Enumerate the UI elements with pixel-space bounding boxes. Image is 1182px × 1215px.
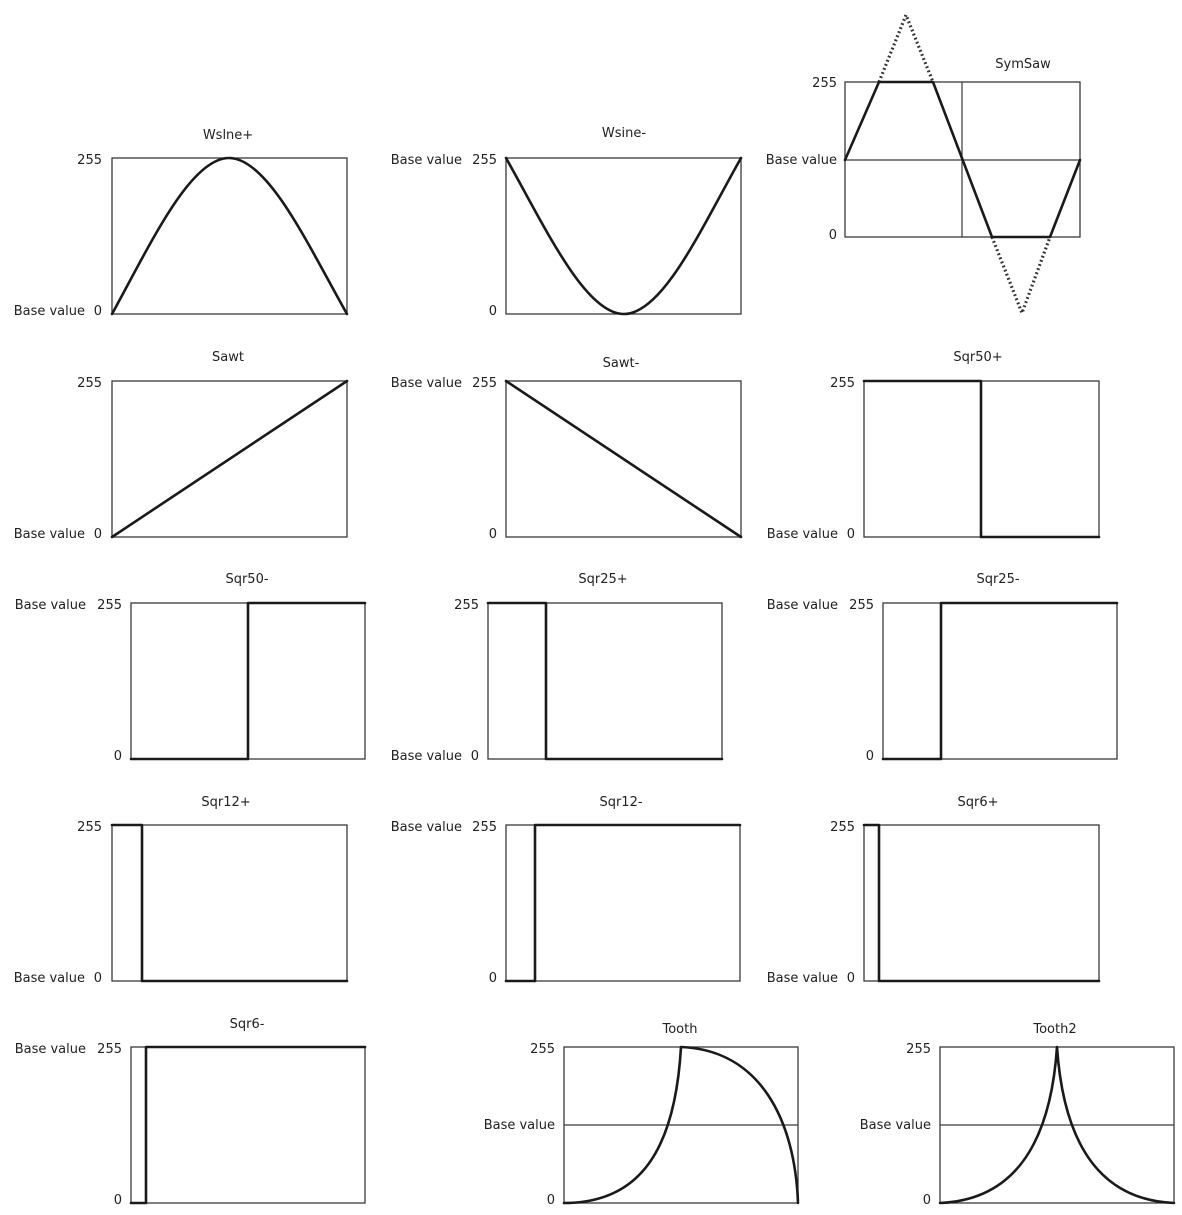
waveform-line bbox=[488, 603, 722, 759]
label-base-value: Base value bbox=[14, 598, 86, 613]
panel-symsaw bbox=[766, 15, 1080, 313]
clipped-trough-dotted bbox=[992, 237, 1050, 313]
label-base-value: Base value bbox=[483, 1118, 555, 1133]
waveform-line bbox=[112, 158, 347, 314]
panel-sqr25-plus bbox=[391, 572, 722, 764]
label-base-value: Base value bbox=[859, 1118, 931, 1133]
waveform-line bbox=[112, 825, 347, 981]
plot-frame bbox=[488, 603, 722, 759]
label-base-value: Base value bbox=[390, 820, 462, 835]
waveform-line bbox=[864, 381, 1099, 537]
label-max: 255 bbox=[472, 820, 497, 835]
panel-title: Tooth2 bbox=[1033, 1022, 1077, 1037]
waveform-line bbox=[112, 381, 347, 537]
panel-sawt-plus bbox=[14, 350, 347, 542]
label-zero: 0 bbox=[113, 1193, 122, 1208]
label-base-value: Base value bbox=[766, 971, 838, 986]
label-zero: 0 bbox=[93, 304, 102, 319]
label-max: 255 bbox=[830, 376, 855, 391]
label-zero: 0 bbox=[488, 527, 497, 542]
label-zero: 0 bbox=[488, 971, 497, 986]
panel-sqr12-minus bbox=[391, 795, 740, 986]
label-max: 255 bbox=[77, 376, 102, 391]
label-zero: 0 bbox=[922, 1193, 931, 1208]
plot-frame bbox=[112, 825, 347, 981]
label-base-value: Base value bbox=[390, 376, 462, 391]
panel-wsine-minus bbox=[391, 126, 741, 319]
panel-title: Sqr12+ bbox=[201, 795, 251, 810]
plot-frame bbox=[112, 158, 347, 314]
label-max: 255 bbox=[454, 598, 479, 613]
label-zero: 0 bbox=[113, 749, 122, 764]
label-zero: 0 bbox=[470, 749, 479, 764]
panel-title: Wsine- bbox=[601, 126, 647, 141]
panel-title: Sawt- bbox=[602, 356, 640, 371]
label-zero: 0 bbox=[828, 228, 837, 243]
waveform-line bbox=[506, 381, 741, 537]
panel-title: Sqr50+ bbox=[953, 350, 1003, 365]
label-max: 255 bbox=[830, 820, 855, 835]
waveform-line bbox=[864, 825, 1099, 981]
label-zero: 0 bbox=[546, 1193, 555, 1208]
label-base-value: Base value bbox=[766, 527, 838, 542]
waveform-line bbox=[131, 1047, 365, 1203]
label-zero: 0 bbox=[846, 527, 855, 542]
panel-title: SymSaw bbox=[995, 57, 1051, 72]
label-zero: 0 bbox=[93, 971, 102, 986]
label-max: 255 bbox=[812, 76, 837, 91]
label-max: 255 bbox=[472, 153, 497, 168]
label-max: 255 bbox=[77, 153, 102, 168]
label-max: 255 bbox=[77, 820, 102, 835]
panel-title: Sawt bbox=[212, 350, 244, 365]
label-base-value: Base value bbox=[14, 1042, 86, 1057]
panel-tooth2 bbox=[860, 1022, 1174, 1208]
plot-frame bbox=[864, 825, 1099, 981]
panel-title: Wslne+ bbox=[202, 128, 254, 143]
plot-frame bbox=[506, 825, 740, 981]
panel-tooth bbox=[484, 1022, 798, 1208]
label-max: 255 bbox=[97, 1042, 122, 1057]
plot-frame bbox=[131, 1047, 365, 1203]
label-base-value: Base value bbox=[13, 527, 85, 542]
label-max: 255 bbox=[849, 598, 874, 613]
panel-sqr12-plus bbox=[14, 795, 347, 986]
label-base-value: Base value bbox=[765, 153, 837, 168]
label-base-value: Base value bbox=[390, 153, 462, 168]
panel-sqr6-minus bbox=[15, 1017, 365, 1208]
panel-title: Sqr25+ bbox=[578, 572, 628, 587]
panel-wsine-plus bbox=[14, 128, 347, 319]
panel-title: Sqr12- bbox=[599, 795, 643, 810]
label-zero: 0 bbox=[488, 304, 497, 319]
label-max: 255 bbox=[530, 1042, 555, 1057]
panel-sqr50-plus bbox=[767, 350, 1099, 542]
panel-sqr25-minus bbox=[767, 572, 1117, 764]
label-zero: 0 bbox=[865, 749, 874, 764]
label-max: 255 bbox=[906, 1042, 931, 1057]
label-zero: 0 bbox=[93, 527, 102, 542]
panel-sqr50-minus bbox=[15, 572, 365, 764]
label-base-value: Base value bbox=[390, 749, 462, 764]
waveform-line bbox=[506, 158, 741, 314]
panel-title: Sqr6+ bbox=[957, 795, 999, 810]
label-zero: 0 bbox=[846, 971, 855, 986]
panel-title: Sqr25- bbox=[976, 572, 1020, 587]
label-max: 255 bbox=[472, 376, 497, 391]
waveform-line bbox=[131, 603, 365, 759]
label-max: 255 bbox=[97, 598, 122, 613]
waveform-line bbox=[506, 825, 740, 981]
clipped-peak-dotted bbox=[879, 15, 933, 82]
plot-frame bbox=[883, 603, 1117, 759]
label-base-value: Base value bbox=[13, 971, 85, 986]
label-base-value: Base value bbox=[13, 304, 85, 319]
panel-title: Tooth bbox=[662, 1022, 698, 1037]
waveform-line bbox=[883, 603, 1117, 759]
panel-title: Sqr6- bbox=[229, 1017, 265, 1032]
plot-frame bbox=[506, 158, 741, 314]
panel-sawt-minus bbox=[391, 356, 741, 542]
label-base-value: Base value bbox=[766, 598, 838, 613]
panel-sqr6-plus bbox=[767, 795, 1099, 986]
panel-title: Sqr50- bbox=[225, 572, 269, 587]
